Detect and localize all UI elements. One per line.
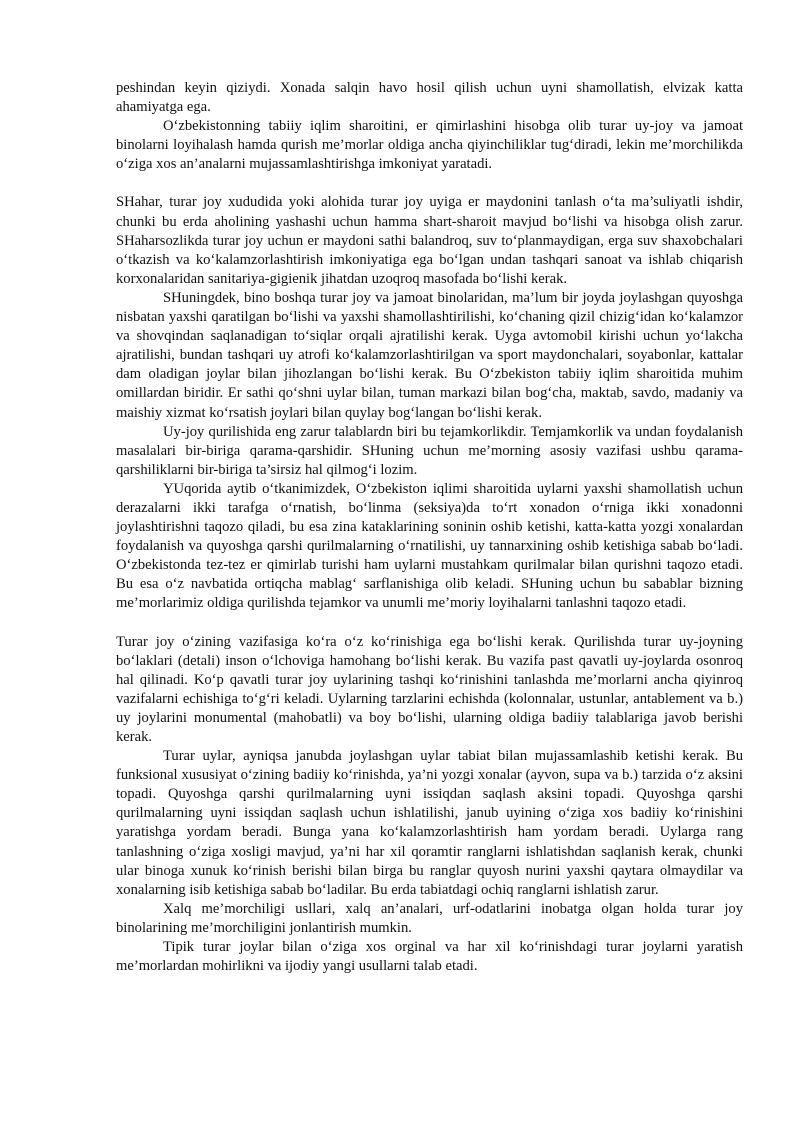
paragraph-8: Turar uylar, ayniqsa janubda joylashgan uylar tabiat bilan mujassamlashib ketishi kerak. Bu funksional xususiyat o‘zining badiiy ko‘rinishda, ya’ni yozgi xonalar (ayvon, supa va b.) tarzida o‘z aksini topadi. Quyoshga qarshi qurilmalarning uyni issiqdan saqlash aksini topadi. Quyoshga qarshi qurilmalarning uyni issiqdan saqlash uchun ishlatilishi, janub uyining o‘ziga xos badiiy ko‘rinishini yaratishga yordam beradi. Bunga yana ko‘kalamzorlashtirish ham yordam beradi. Uylarga rang tanlashning o‘ziga xosligi mavjud, ya’ni har xil qoramtir ranglarni ishlatishdan saqlanish kerak, chunki ular binoga xunuk ko‘rinish berishi bilan birga bu ranglar quyosh nurini yaxshi qaytara olmaydilar va xonalarning isib ketishiga sabab bo‘ladilar. Bu erda tabiatdagi ochiq ranglarni ishlatish zarur. [116,748,743,898]
paragraph-1: peshindan keyin qiziydi. Xonada salqin havo hosil qilish uchun uyni shamollatish, elvizak katta ahamiyatga ega. [116,80,743,116]
paragraph-4: SHuningdek, bino boshqa turar joy va jamoat binolaridan, ma’lum bir joyda joylashgan quyoshga nisbatan yaxshi qaratilgan bo‘lishi va yaxshi shamollashtirilishi, ko‘chaning qizil chizig‘idan ko‘kalamzor va shovqindan saqlanadigan to‘siqlar orqali ajratilishi kerak. Uyga avtomobil kirishi uchun yo‘lakcha ajratilishi, bundan tashqari uy atrofi ko‘kalamzorlashtirilgan va sport maydonchalari, soyabonlar, kattalar dam oladigan joylar bilan jihozlangan bo‘lishi kerak. Bu O‘zbekiston tabiiy iqlim sharoitida muhim omillardan biridir. Er sathi qo‘shni uylar bilan, tuman markazi bilan bog‘cha, maktab, savdo, madaniy va maishiy xizmat ko‘rsatish joylari bilan quylay bog‘langan bo‘lishi kerak. [116,289,743,421]
paragraph-5: Uy-joy qurilishida eng zarur talablardn biri bu tejamkorlikdir. Temjamkorlik va undan foydalanish masalalari bir-biriga qarama-qarshidir. SHuning uchun me’morning asosiy vazifasi ushbu qarama-qarshiliklarni bir-biriga ta’sirsiz hal qilmog‘i lozim. [116,423,743,478]
paragraph-7: Turar joy o‘zining vazifasiga ko‘ra o‘z ko‘rinishiga ega bo‘lishi kerak. Qurilishda turar uy-joyning bo‘laklari (detali) inson o‘lchoviga hamohang bo‘lishi kerak. Bu vazifa past qavatli uy-joylarda osonroq hal qilinadi. Ko‘p qavatli turar joy uylarining tashqi ko‘rinishini tanlashda me’morlarni ancha qiyinroq vazifalarni echishiga to‘g‘ri keladi. Uylarning tarzlarini echishda (kolonnalar, ustunlar, antablement va b.) uy joylarini monumental (mahobatli) va boy bo‘lishi, ularning oldiga badiiy talablariga javob berishi kerak. [116,633,743,745]
paragraph-2: O‘zbekistonning tabiiy iqlim sharoitini, er qimirlashini hisobga olib turar uy-joy va jamoat binolarni loyihalash hamda qurish me’morlar oldiga ancha qiyinchiliklar tug‘diradi, lekin me’morchilikda o‘ziga xos an’analarni mujassamlashtirishga imkoniyat yaratadi. [116,118,743,173]
paragraph-6: YUqorida aytib o‘tkanimizdek, O‘zbekiston iqlimi sharoitida uylarni yaxshi shamollatish uchun derazalarni ikki tarafga o‘rnatish, bo‘linma (seksiya)da to‘rt xonadon o‘rniga ikki xonadonni joylashtirishni taqozo qiladi, bu esa zina kataklarining soninin oshib ketishi, katta-katta yozgi xonalardan foydalanish va quyoshga qarshi qurilmalarning o‘rnatilishi, uy tannarxining oshib ketishiga sabab bo‘ladi. O‘zbekistonda tez-tez er qimirlab turishi ham uylarni mustahkam qurilmalar bilan qurishni taqozo etadi. Bu esa o‘z navbatida ortiqcha mablag‘ sarflanishiga olib keladi. SHuning uchun bu sabablar bizning me’morlarimiz oldiga qurilishda tejamkor va unumli me’moriy loyihalarni tanlashni taqozo etadi. [116,480,743,612]
paragraph-9: Xalq me’morchiligi usllari, xalq an’analari, urf-odatlarini inobatga olgan holda turar joy binolarining me’morchiligini jonlantirish mumkin. [116,900,743,936]
paragraph-3: SHahar, turar joy xududida yoki alohida turar joy uyiga er maydonini tanlash o‘ta ma’suliyatli ishdir, chunki bu erda aholining yashashi uchun hamma shart-sharoit mavjud bo‘lishi va hisobga olish zarur. SHaharsozlikda turar joy uchun er maydoni sathi balandroq, suv to‘planmaydigan, erga suv shaxobchalari o‘tkazish va ko‘kalamzorlashtirish imkoniyatiga ega bo‘lgan undan tashqari sanoat va ishlab chiqarish korxonalaridan sanitariya-gigienik jihatdan uzoqroq masofada bo‘lishi kerak. [116,194,743,287]
paragraph-10: Tipik turar joylar bilan o‘ziga xos orginal va har xil ko‘rinishdagi turar joylarni yaratish me’morlardan mohirlikni va ijodiy yangi usullarni talab etadi. [116,939,743,975]
